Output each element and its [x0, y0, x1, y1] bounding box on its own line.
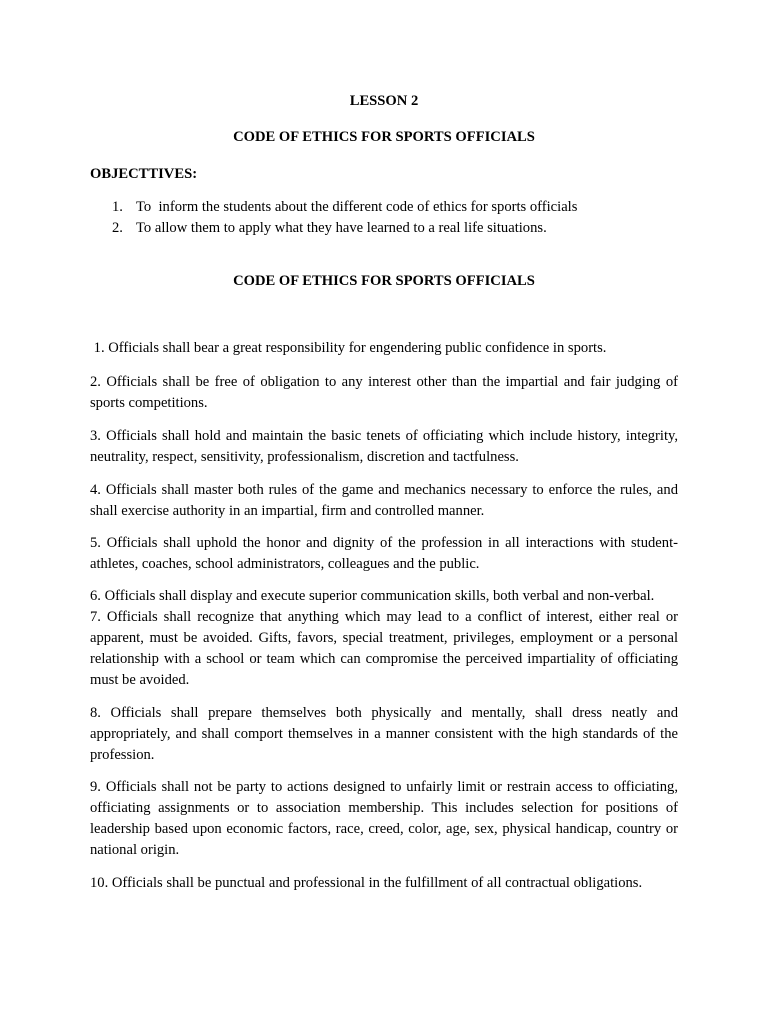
- ethics-paragraph-4: 4. Officials shall master both rules of the game and mechanics necessary to enforce the rules, and shall exercise authority in an impartial, firm and controlled manner.: [90, 482, 678, 519]
- objective-number: 1.: [112, 199, 123, 215]
- objective-number: 2.: [112, 220, 123, 236]
- ethics-paragraph-group-6-7: [90, 586, 678, 691]
- ethics-paragraph-6: 6. Officials shall display and execute superior communication skills, both verbal and non-verbal.: [90, 588, 655, 604]
- ethics-paragraph-8: 8. Officials shall prepare themselves both physically and mentally, shall dress neatly and appropriately, and shall comport themselves in a manner consistent with the high standards of the profession.: [90, 705, 678, 763]
- objective-text: To inform the students about the different code of ethics for sports officials: [136, 199, 578, 215]
- ethics-paragraph-2: 2. Officials shall be free of obligation to any interest other than the impartial and fair judging of sports competitions.: [90, 374, 678, 411]
- ethics-paragraph-3: 3. Officials shall hold and maintain the basic tenets of officiating which include history, integrity, neutrality, respect, sensitivity, professionalism, discretion and tactfulness.: [90, 428, 678, 465]
- ethics-paragraph-1: 1. Officials shall bear a great responsibility for engendering public confidence in sports.: [90, 340, 607, 356]
- document-title: CODE OF ETHICS FOR SPORTS OFFICIALS: [233, 129, 535, 145]
- objective-text: To allow them to apply what they have learned to a real life situations.: [136, 220, 547, 236]
- objective-item: [112, 197, 577, 218]
- ethics-paragraph-7: 7. Officials shall recognize that anything which may lead to a conflict of interest, either real or apparent, must be avoided. Gifts, favors, special treatment, privileges, employment or a personal relationship with a school or team which can compromise the perceived impartiality of officiating must be avoided.: [90, 609, 678, 688]
- objectives-heading: OBJECTTIVES:: [90, 166, 198, 182]
- ethics-paragraph-10: 10. Officials shall be punctual and professional in the fulfillment of all contractual obligations.: [90, 875, 643, 891]
- objective-item: [112, 218, 577, 239]
- section-title: CODE OF ETHICS FOR SPORTS OFFICIALS: [233, 273, 535, 289]
- ethics-paragraph-5: 5. Officials shall uphold the honor and dignity of the profession in all interactions with student-athletes, coaches, school administrators, colleagues and the public.: [90, 535, 678, 572]
- lesson-heading: LESSON 2: [349, 93, 419, 109]
- ethics-paragraph-9: 9. Officials shall not be party to actions designed to unfairly limit or restrain access to officiating, officiating assignments or to association membership. This includes selection for positions of leadership based upon economic factors, race, creed, color, age, sex, physical handicap, country or national origin.: [90, 779, 678, 858]
- objectives-list: [112, 197, 577, 239]
